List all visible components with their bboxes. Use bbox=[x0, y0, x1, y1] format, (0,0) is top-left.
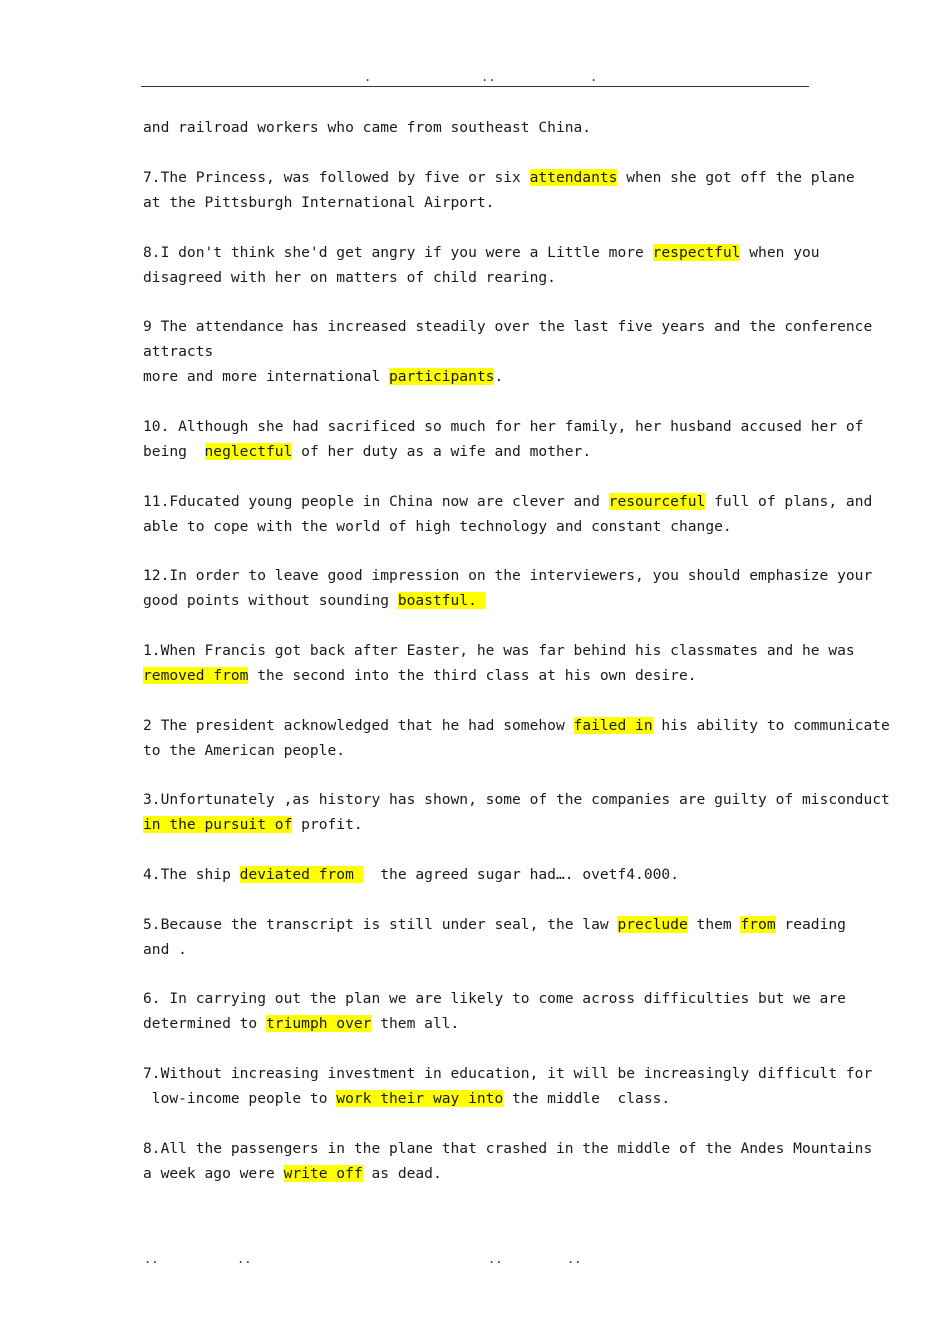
sentence-7a-line-2 bbox=[143, 192, 807, 214]
text: 8.I don't think she'd get angry if you were a Little more bbox=[143, 244, 653, 261]
sentence-9a-line-3 bbox=[143, 366, 807, 388]
footer-mark: .. bbox=[488, 1252, 503, 1266]
highlighted-answer: in the pursuit of bbox=[143, 816, 293, 833]
sentence-8b-line-2 bbox=[143, 1163, 807, 1185]
text: 5.Because the transcript is still under seal, the law bbox=[143, 916, 618, 933]
text: them all. bbox=[371, 1015, 460, 1032]
text: 7.The Princess, was followed by five or six bbox=[143, 169, 530, 186]
text: to the American people. bbox=[143, 742, 346, 759]
sentence-12a-line-2 bbox=[143, 590, 807, 612]
sentence-6b-line-1 bbox=[143, 988, 846, 1010]
text: more and more international bbox=[143, 368, 390, 385]
highlighted-answer: attendants bbox=[529, 169, 618, 186]
text: 9 The attendance has increased steadily over the last five years and the conference bbox=[143, 318, 873, 335]
text: 6. In carrying out the plan we are likely to come across difficulties but we are bbox=[143, 990, 846, 1007]
sentence-10a-line-1 bbox=[143, 416, 864, 438]
text: at the Pittsburgh International Airport. bbox=[143, 194, 495, 211]
highlighted-answer: write off bbox=[283, 1165, 363, 1182]
text: good points without sounding bbox=[143, 592, 398, 609]
sentence-1b-line-1 bbox=[143, 640, 855, 662]
sentence-1b-line-2 bbox=[143, 665, 807, 687]
footer-mark: .. bbox=[237, 1252, 252, 1266]
sentence-10a-line-2 bbox=[143, 441, 807, 463]
highlighted-answer: work their way into bbox=[336, 1090, 504, 1107]
text: 2 The president acknowledged that he had somehow bbox=[143, 717, 574, 734]
sentence-9a-line-2 bbox=[143, 341, 807, 363]
sentence-9a-line-1 bbox=[143, 316, 873, 338]
sentence-5b-line-2 bbox=[143, 939, 807, 961]
highlighted-answer: deviated from bbox=[239, 866, 363, 883]
text: . bbox=[494, 368, 504, 385]
text: 10. Although she had sacrificed so much for her family, her husband accused her of bbox=[143, 418, 864, 435]
sentence-3b-line-2 bbox=[143, 814, 807, 836]
text: a week ago were bbox=[143, 1165, 284, 1182]
sentence-11a-line-1 bbox=[143, 491, 873, 513]
highlighted-answer: triumph over bbox=[266, 1015, 372, 1032]
text: 12.In order to leave good impression on the interviewers, you should emphasize your bbox=[143, 567, 873, 584]
sentence-8a-line-2 bbox=[143, 267, 807, 289]
text: his ability to communicate bbox=[652, 717, 890, 734]
highlighted-answer: participants bbox=[389, 368, 495, 385]
highlighted-answer: removed from bbox=[143, 667, 249, 684]
header-rule bbox=[141, 86, 809, 87]
paragraph-continuation-line bbox=[143, 117, 807, 139]
text: the agreed sugar had…. ovetf4.000. bbox=[362, 866, 679, 883]
sentence-6b-line-2 bbox=[143, 1013, 807, 1035]
highlighted-answer: preclude bbox=[617, 916, 688, 933]
text: when you bbox=[740, 244, 820, 261]
text: attracts bbox=[143, 343, 214, 360]
text: reading bbox=[775, 916, 846, 933]
sentence-2b-line-1 bbox=[143, 715, 890, 737]
text: being bbox=[143, 443, 205, 460]
text: of her duty as a wife and mother. bbox=[292, 443, 592, 460]
text: 11.Fducated young people in China now are clever and bbox=[143, 493, 609, 510]
sentence-7b-line-1 bbox=[143, 1063, 873, 1085]
highlighted-answer: failed in bbox=[573, 717, 653, 734]
sentence-8b-line-1 bbox=[143, 1138, 873, 1160]
text: and . bbox=[143, 941, 187, 958]
header-mark: .. bbox=[481, 70, 496, 84]
footer-mark: .. bbox=[567, 1252, 582, 1266]
text: when she got off the plane bbox=[617, 169, 855, 186]
sentence-5b-line-1 bbox=[143, 914, 846, 936]
text: 7.Without increasing investment in education, it will be increasingly difficult for bbox=[143, 1065, 873, 1082]
sentence-8a-line-1 bbox=[143, 242, 820, 264]
sentence-2b-line-2 bbox=[143, 740, 807, 762]
text: disagreed with her on matters of child rearing. bbox=[143, 269, 556, 286]
text: 1.When Francis got back after Easter, he was far behind his classmates and he was bbox=[143, 642, 855, 659]
sentence-3b-line-1 bbox=[143, 789, 890, 811]
highlighted-answer: respectful bbox=[652, 244, 741, 261]
sentence-7a-line-1 bbox=[143, 167, 855, 189]
text: 8.All the passengers in the plane that crashed in the middle of the Andes Mountains bbox=[143, 1140, 873, 1157]
sentence-12a-line-1 bbox=[143, 565, 873, 587]
text: them bbox=[687, 916, 741, 933]
highlighted-answer: resourceful bbox=[608, 493, 706, 510]
text: able to cope with the world of high technology and constant change. bbox=[143, 518, 732, 535]
text: full of plans, and bbox=[705, 493, 873, 510]
text: the middle class. bbox=[503, 1090, 671, 1107]
text: the second into the third class at his own desire. bbox=[248, 667, 697, 684]
text: 4.The ship bbox=[143, 866, 240, 883]
text: and railroad workers who came from southeast China. bbox=[143, 119, 592, 136]
sentence-7b-line-2 bbox=[143, 1088, 807, 1110]
highlighted-answer: boastful. bbox=[397, 592, 486, 609]
text: profit. bbox=[292, 816, 363, 833]
sentence-11a-line-2 bbox=[143, 516, 807, 538]
highlighted-answer: neglectful bbox=[204, 443, 293, 460]
text: as dead. bbox=[362, 1165, 442, 1182]
text: low-income people to bbox=[143, 1090, 337, 1107]
text: determined to bbox=[143, 1015, 267, 1032]
text: 3.Unfortunately ,as history has shown, some of the companies are guilty of misconduct bbox=[143, 791, 890, 808]
sentence-4b-line-1 bbox=[143, 864, 807, 886]
header-mark: . bbox=[590, 70, 598, 84]
footer-mark: .. bbox=[144, 1252, 159, 1266]
header-mark: . bbox=[364, 70, 372, 84]
highlighted-answer: from bbox=[740, 916, 776, 933]
